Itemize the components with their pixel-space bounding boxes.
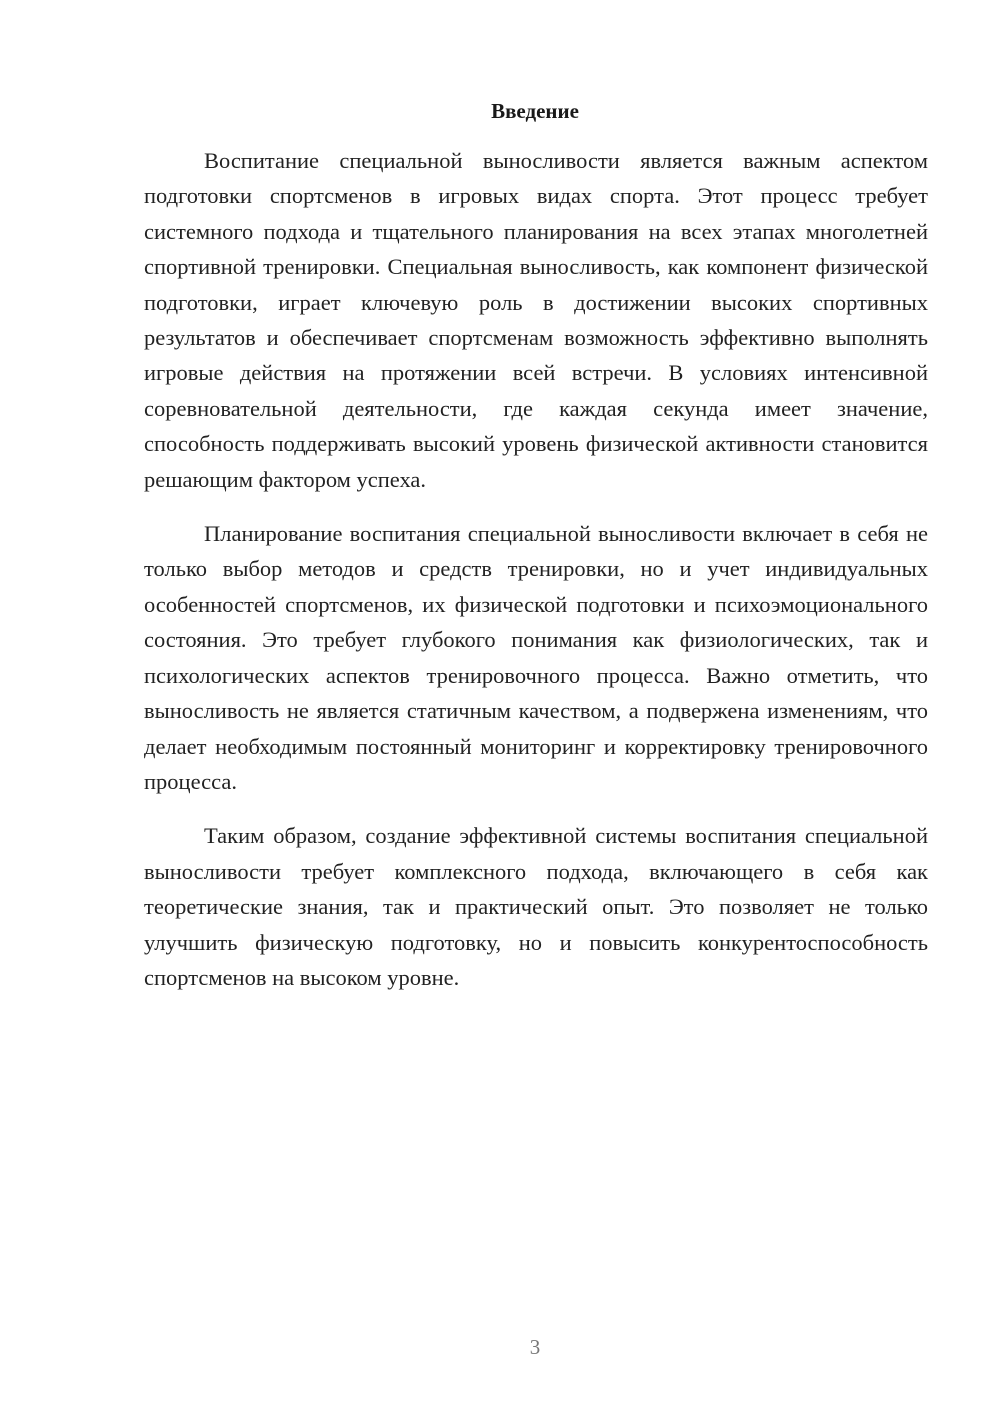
paragraph-1: Воспитание специальной выносливости является важным аспектом подготовки спортсменов в игровых видах спорта. Этот процесс требует системного подхода и тщательного планирования на всех этапах многолетней спортивной тренировки. Специальная выносливость, как компонент физической подготовки, играет ключевую роль в достижении высоких спортивных результатов и обеспечивает спортсменам возможность эффективно выполнять игровые действия на протяжении всей встречи. В условиях интенсивной соревновательной деятельности, где каждая секунда имеет значение, способность поддерживать высокий уровень физической активности становится решающим фактором успеха.: [144, 148, 928, 492]
section-heading: Введение: [491, 99, 579, 123]
paragraph-3: Таким образом, создание эффективной системы воспитания специальной выносливости требует комплексного подхода, включающего в себя как теоретические знания, так и практический опыт. Это позволяет не только улучшить физическую подготовку, но и повысить конкурентоспособность спортсменов на высоком уровне.: [144, 823, 928, 990]
body-text: [144, 143, 928, 1014]
paragraph-2: Планирование воспитания специальной выносливости включает в себя не только выбор методов и средств тренировки, но и учет индивидуальных особенностей спортсменов, их физической подготовки и психоэмоционального состояния. Это требует глубокого понимания как физиологических, так и психологических аспектов тренировочного процесса. Важно отметить, что выносливость не является статичным качеством, а подвержена изменениям, что делает необходимым постоянный мониторинг и корректировку тренировочного процесса.: [144, 521, 928, 794]
page-number: 3: [529, 1335, 541, 1359]
